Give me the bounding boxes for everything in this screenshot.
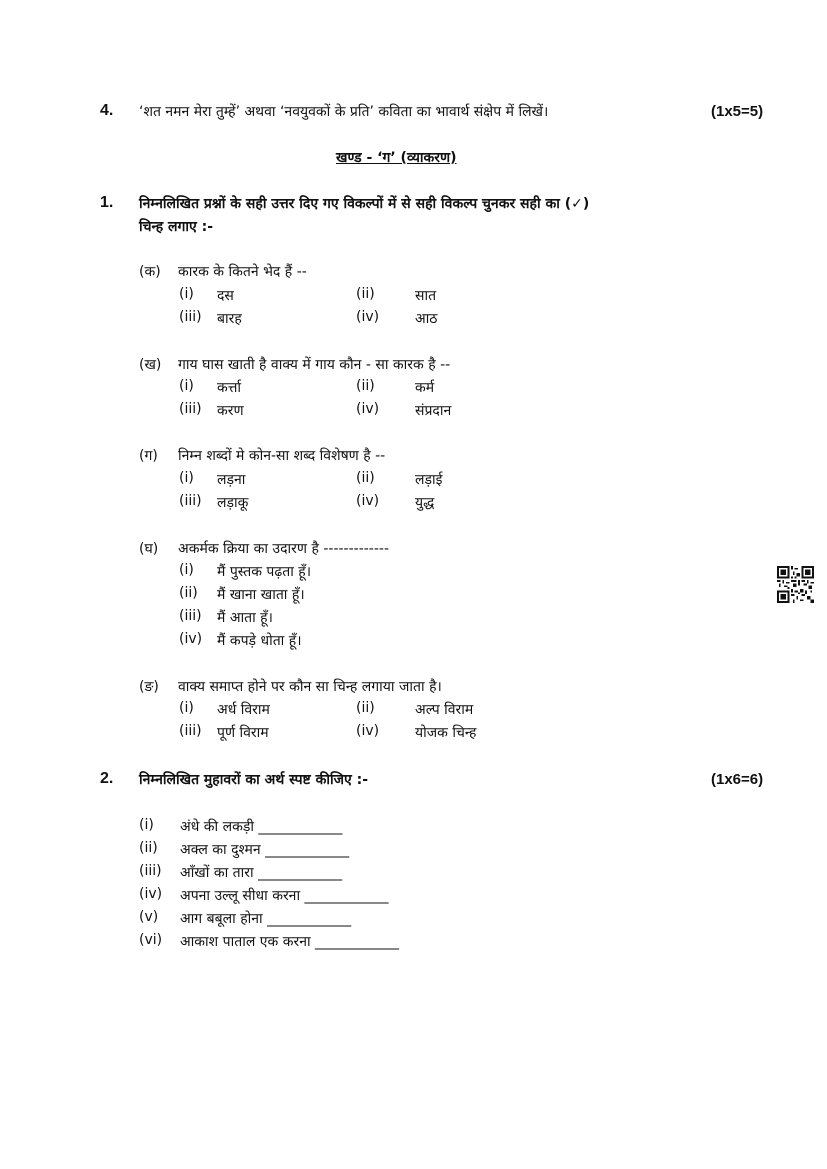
option-text: योजक चिन्ह <box>415 725 477 741</box>
option-text: लड़ना <box>217 472 246 488</box>
option-text: मैं खाना खाता हूँ। <box>217 587 305 603</box>
option-numeral: (ii) <box>356 286 375 302</box>
option-text: पूर्ण विराम <box>217 725 269 741</box>
option-numeral: (ii) <box>356 470 375 486</box>
question-4-text: ‘शत नमन मेरा तुम्हें’ अथवा ‘नवयुवकों के प्रति’ कविता का भावार्थ संक्षेप में लिखें। <box>139 104 549 120</box>
part-label: (ख) <box>139 357 162 373</box>
option-numeral: (iii) <box>179 723 202 739</box>
option-numeral: (i) <box>179 562 194 578</box>
option-text: मैं आता हूँ। <box>217 610 273 626</box>
idiom-text: अंधे की लकड़ी ____________ <box>180 819 343 835</box>
option-text: लड़ाकू <box>217 495 249 511</box>
option-numeral: (iii) <box>179 309 202 325</box>
question-4-marks: (1x5=5) <box>711 103 764 120</box>
idiom-numeral: (iii) <box>139 863 162 879</box>
part-label: (क) <box>139 264 161 280</box>
idiom-numeral: (v) <box>139 909 159 925</box>
option-numeral: (i) <box>179 378 194 394</box>
part-label: (ङ) <box>139 679 159 695</box>
option-text: अल्प विराम <box>415 702 474 718</box>
idiom-numeral: (ii) <box>139 840 158 856</box>
option-text: लड़ाई <box>415 472 443 488</box>
idiom-text: अपना उल्लू सीधा करना ____________ <box>180 888 389 904</box>
option-text: युद्ध <box>415 495 435 511</box>
part-question: कारक के कितने भेद हैं -- <box>178 264 307 280</box>
option-text: मैं पुस्तक पढ़ता हूँ। <box>217 564 312 580</box>
option-numeral: (i) <box>179 286 194 302</box>
option-numeral: (iv) <box>356 401 380 417</box>
qr-code-icon <box>777 566 814 603</box>
question-1-number: 1. <box>100 194 114 211</box>
option-text: कर्म <box>415 380 435 396</box>
option-text: कर्त्ता <box>217 380 242 396</box>
option-numeral: (ii) <box>356 378 375 394</box>
section-heading: खण्ड - ‘ग’ (व्याकरण) <box>336 150 457 166</box>
option-text: संप्रदान <box>415 403 452 419</box>
option-numeral: (iii) <box>179 401 202 417</box>
question-1-text-line2: चिन्ह लगाए :- <box>139 219 214 235</box>
option-numeral: (ii) <box>179 585 198 601</box>
idiom-text: आग बबूला होना ____________ <box>180 911 352 927</box>
option-text: दस <box>217 288 234 304</box>
part-question: गाय घास खाती है वाक्य में गाय कौन - सा कारक है -- <box>178 357 451 373</box>
idiom-text: आकाश पाताल एक करना ____________ <box>180 934 400 950</box>
option-numeral: (iv) <box>356 493 380 509</box>
idiom-text: अक्ल का दुश्मन ____________ <box>180 842 350 858</box>
option-text: करण <box>217 403 244 419</box>
option-text: मैं कपड़े धोता हूँ। <box>217 633 302 649</box>
option-numeral: (iv) <box>179 631 203 647</box>
option-numeral: (i) <box>179 470 194 486</box>
part-label: (ग) <box>139 448 158 464</box>
option-numeral: (ii) <box>356 700 375 716</box>
idiom-numeral: (vi) <box>139 932 163 948</box>
idiom-text: आँखों का तारा ____________ <box>180 865 343 881</box>
option-text: अर्ध विराम <box>217 702 270 718</box>
part-question: अकर्मक क्रिया का उदारण है ------------- <box>178 541 390 557</box>
part-label: (घ) <box>139 541 159 557</box>
idiom-numeral: (i) <box>139 817 154 833</box>
question-2-number: 2. <box>100 770 114 787</box>
question-2-marks: (1x6=6) <box>711 771 764 788</box>
option-text: बारह <box>217 311 242 327</box>
part-question: निम्न शब्दों मे कोन-सा शब्द विशेषण है -- <box>178 448 386 464</box>
option-numeral: (iii) <box>179 493 202 509</box>
option-numeral: (iv) <box>356 723 380 739</box>
option-text: आठ <box>415 311 438 327</box>
idiom-numeral: (iv) <box>139 886 163 902</box>
option-numeral: (i) <box>179 700 194 716</box>
part-question: वाक्य समाप्त होने पर कौन सा चिन्ह लगाया जाता है। <box>178 679 442 695</box>
option-numeral: (iii) <box>179 608 202 624</box>
question-1-text-line1: निम्नलिखित प्रश्नों के सही उत्तर दिए गए विकल्पों में से सही विकल्प चुनकर सही का (✓) <box>139 196 590 212</box>
option-numeral: (iv) <box>356 309 380 325</box>
question-4-number: 4. <box>100 102 114 119</box>
question-2-text: निम्नलिखित मुहावरों का अर्थ स्पष्ट कीजिए :- <box>139 772 369 788</box>
option-text: सात <box>415 288 437 304</box>
